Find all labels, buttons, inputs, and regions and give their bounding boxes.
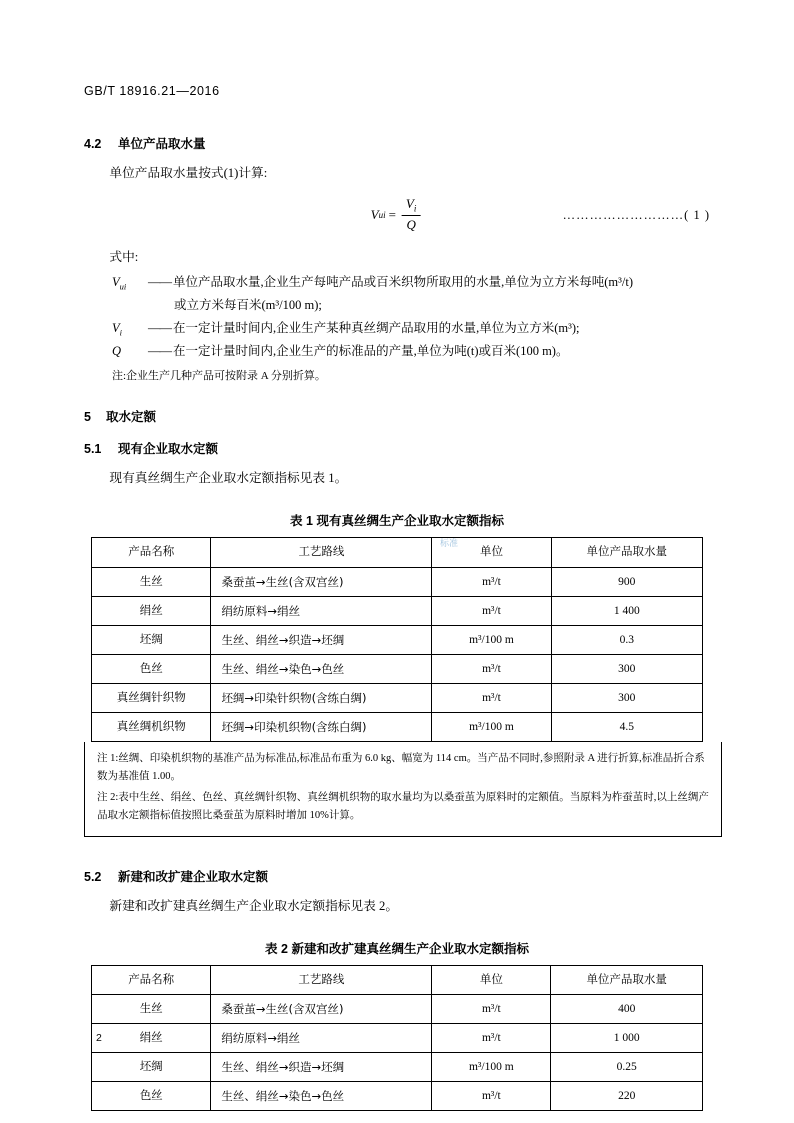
cell-process-route: 生丝、绢丝→织造→坯绸 <box>211 1053 432 1082</box>
table-row <box>92 1023 703 1052</box>
table-row <box>92 654 703 683</box>
section-heading-5 <box>84 407 710 425</box>
table-row <box>92 683 703 712</box>
section-number: 4.2 <box>84 137 102 151</box>
definition-text: 在一定计量时间内,企业生产的标准品的产量,单位为吨(t)或百米(100 m)。 <box>173 343 569 358</box>
cell-value: 400 <box>551 994 703 1023</box>
definition-item <box>84 272 710 294</box>
definition-dash: —— <box>148 275 171 290</box>
formula-lhs-sub: ui <box>378 209 386 220</box>
cell-value: 300 <box>551 683 702 712</box>
section-heading-5-2 <box>84 867 710 885</box>
cell-process-route: 桑蚕茧→生丝(含双宫丝) <box>211 567 432 596</box>
definition-text-cont: 或立方米每百米(m³/100 m); <box>174 298 322 313</box>
section-title: 取水定额 <box>106 410 157 425</box>
page-number: 2 <box>96 1032 102 1044</box>
cell-product-name: 真丝绸机织物 <box>92 712 211 741</box>
table-row <box>92 1053 703 1082</box>
formula-numerator: $V_i$ <box>402 196 420 216</box>
table-row <box>92 712 703 741</box>
cell-product-name: 生丝 <box>92 567 211 596</box>
table-row <box>92 625 703 654</box>
cell-product-name: 色丝 <box>92 1082 211 1111</box>
table-row <box>92 1082 703 1111</box>
section-title: 新建和改扩建企业取水定额 <box>118 869 269 884</box>
table-note-text: 表中生丝、绢丝、色丝、真丝绸针织物、真丝绸机织物的取水量均为以桑蚕茧为原料时的定额值。当原料为柞蚕茧时,以上丝绸产品取水定额指标值按照比桑蚕茧为原料时增加 10%计算。 <box>97 791 709 822</box>
table-header-row <box>92 538 703 567</box>
definition-dash: —— <box>148 343 171 358</box>
cell-unit: m³/100 m <box>432 1053 551 1082</box>
page-content <box>84 120 710 1111</box>
section-number: 5 <box>84 410 91 425</box>
table-1-notes <box>84 742 722 837</box>
section-number: 5.2 <box>84 869 102 884</box>
paragraph-5-2-intro: 新建和改扩建真丝绸生产企业取水定额指标见表 2。 <box>109 898 399 913</box>
table-2-col-header-1: 工艺路线 <box>211 965 432 994</box>
cell-unit: m³/100 m <box>432 712 551 741</box>
section-number: 5.1 <box>84 442 102 457</box>
cell-value: 1 000 <box>551 1023 703 1052</box>
table-1 <box>91 537 703 742</box>
cell-product-name: 坯绸 <box>92 625 211 654</box>
table-2-col-header-0: 产品名称 <box>92 965 211 994</box>
cell-process-route: 坯绸→印染机织物(含练白绸) <box>211 712 432 741</box>
table-row <box>92 596 703 625</box>
definition-text: 在一定计量时间内,企业生产某种真丝绸产品取用的水量,单位为立方米(m³); <box>173 320 580 335</box>
page-header: GB/T 18916.21—2016 <box>84 84 220 98</box>
cell-value: 900 <box>551 567 702 596</box>
where-label: 式中: <box>109 250 139 265</box>
cell-value: 0.3 <box>551 625 702 654</box>
cell-product-name: 绢丝 <box>92 596 211 625</box>
table-note-text: 丝绸、印染机织物的基准产品为标准品,标准品布重为 6.0 kg、幅宽为 114 cm。当产品不同时,参照附录 A 进行折算,标准品折合系数为基准值 1.00。 <box>97 753 705 783</box>
table-note-label: 注 1: <box>97 753 119 765</box>
definition-item <box>84 341 710 363</box>
cell-product-name: 真丝绸针织物 <box>92 683 211 712</box>
cell-product-name: 色丝 <box>92 654 211 683</box>
table-1-col-header-1: 工艺路线 <box>211 538 432 567</box>
cell-unit: m³/t <box>432 1082 551 1111</box>
cell-value: 0.25 <box>551 1053 703 1082</box>
table-1-col-header-3: 单位产品取水量 <box>551 538 702 567</box>
formula-1-tag: ………………………( 1 ) <box>562 208 710 223</box>
note-4-2: 注:企业生产几种产品可按附录 A 分别折算。 <box>112 369 326 382</box>
cell-value: 300 <box>551 654 702 683</box>
cell-unit: m³/t <box>432 1023 551 1052</box>
cell-unit: m³/t <box>432 654 551 683</box>
formula-lhs: V <box>370 206 379 222</box>
cell-value: 220 <box>551 1082 703 1111</box>
table-1-col-header-0: 产品名称 <box>92 538 211 567</box>
table-1-caption: 表 1 现有真丝绸生产企业取水定额指标 <box>290 514 504 529</box>
definition-item <box>84 318 710 340</box>
formula-1-row <box>84 196 710 236</box>
table-2 <box>91 965 703 1111</box>
table-2-col-header-3: 单位产品取水量 <box>551 965 703 994</box>
table-header-row <box>92 965 703 994</box>
cell-process-route: 生丝、绢丝→染色→色丝 <box>211 1082 432 1111</box>
table-1-col-header-2: 单位 <box>432 538 551 567</box>
section-title: 现有企业取水定额 <box>118 442 219 457</box>
table-2-caption: 表 2 新建和改扩建真丝绸生产企业取水定额指标 <box>265 941 529 956</box>
watermark-text: 标准 <box>440 538 459 548</box>
table-note <box>97 750 709 787</box>
definition-text: 单位产品取水量,企业生产每吨产品或百米织物所取用的水量,单位为立方米每吨(m³/t) <box>173 275 633 290</box>
cell-product-name: 绢丝 <box>92 1023 211 1052</box>
cell-product-name: 生丝 <box>92 994 211 1023</box>
section-heading-5-1 <box>84 439 710 457</box>
table-2-col-header-2: 单位 <box>432 965 551 994</box>
table-note-label: 注 2: <box>97 791 119 803</box>
definition-dash: —— <box>148 320 171 335</box>
definition-symbol: $V_{ui}$ <box>112 275 127 292</box>
cell-process-route: 桑蚕茧→生丝(含双宫丝) <box>211 994 432 1023</box>
formula-1 <box>371 196 424 233</box>
definition-continuation <box>84 295 710 316</box>
table-row <box>92 567 703 596</box>
cell-value: 4.5 <box>551 712 702 741</box>
cell-value: 1 400 <box>551 596 702 625</box>
cell-process-route: 绢纺原料→绢丝 <box>211 596 432 625</box>
table-note <box>97 789 709 826</box>
cell-process-route: 绢纺原料→绢丝 <box>211 1023 432 1052</box>
cell-unit: m³/t <box>432 596 551 625</box>
cell-process-route: 生丝、绢丝→染色→色丝 <box>211 654 432 683</box>
cell-unit: m³/t <box>432 683 551 712</box>
cell-product-name: 坯绸 <box>92 1053 211 1082</box>
definition-symbol: Q <box>112 343 122 358</box>
cell-unit: m³/100 m <box>432 625 551 654</box>
variable-definitions <box>84 272 710 362</box>
table-row <box>92 994 703 1023</box>
cell-process-route: 生丝、绢丝→织造→坯绸 <box>211 625 432 654</box>
section-heading-4-2 <box>84 134 710 152</box>
formula-denominator: Q <box>406 216 416 232</box>
cell-unit: m³/t <box>432 567 551 596</box>
formula-fraction <box>402 196 420 233</box>
formula-equals: = <box>388 206 396 222</box>
cell-process-route: 坯绸→印染针织物(含练白绸) <box>211 683 432 712</box>
paragraph-4-2-intro: 单位产品取水量按式(1)计算: <box>109 166 268 180</box>
paragraph-5-1-intro: 现有真丝绸生产企业取水定额指标见表 1。 <box>109 471 348 486</box>
cell-unit: m³/t <box>432 994 551 1023</box>
section-title: 单位产品取水量 <box>118 137 206 151</box>
definition-symbol: $V_i$ <box>112 320 123 338</box>
